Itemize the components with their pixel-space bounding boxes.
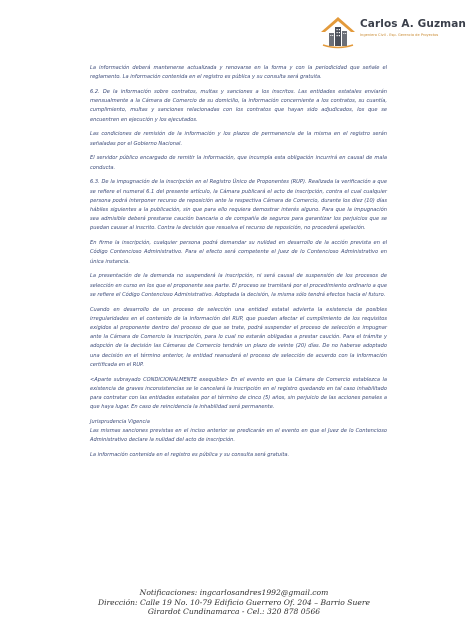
page-footer <box>40 588 428 617</box>
company-name: Carlos A. Guzman <box>360 18 466 30</box>
paragraph: La información deberá mantenerse actualizada y renovarse en la forma y con la periodicidad que señale el reglamento. La información contenida en el registro es pública y su consulta será gratuita. <box>90 65 387 81</box>
paragraph: Las condiciones de remisión de la información y los plazos de permanencia de la misma en el registro serán señaladas por el Gobierno Nacional. <box>90 131 387 147</box>
company-logo <box>318 12 466 52</box>
paragraph: La información contenida en el registro es pública y su consulta será gratuita. <box>90 452 290 459</box>
document-body <box>90 64 387 466</box>
house-buildings-logo-icon <box>318 12 358 52</box>
paragraph: Las mismas sanciones previstas en el inciso anterior se predicarán en el evento en que el Juez de lo Contencioso Administrativo declare la nulidad del acto de inscripción. <box>90 428 387 444</box>
footer-notifications: Notificaciones: ingcarlosandres1992@gmail.com <box>139 588 329 597</box>
paragraph: En firme la inscripción, cualquier persona podrá demandar su nulidad en desarrollo de la acción prevista en el Código Contencioso Administrativo. Para el efecto será competente el Juez de lo Contencioso Administrativo en única instancia. <box>90 240 387 265</box>
company-tagline: Ingeniero Civil - Esp. Gerencia de Proyectos <box>360 33 439 37</box>
paragraph: La presentación de la demanda no suspenderá la inscripción, ni será causal de suspensión de los procesos de selección en curso en los que el proponente sea parte. El proceso se tramitará por el procedimiento ordinario a que se refiere el Código Contencioso Administrativo. Adoptada la decisión, la misma sólo tendrá efectos hacia el futuro. <box>90 273 387 298</box>
footer-address: Dirección: Calle 19 No. 10-79 Edificio Guerrero Of. 204 – Barrio Suere <box>98 597 370 607</box>
section-heading: Jurisprudencia Vigencia <box>90 419 150 426</box>
paragraph: <Aparte subrayado CONDICIONALMENTE exequible> En el evento en que la Cámara de Comercio establezca la existencia de graves inconsistencias se le cancelará la inscripción en el registro quedando en tal caso inhabilitado para contratar con las entidades estatales por el término de cinco (5) años, sin perjuicio de las acciones penales a que haya lugar. En caso de reincidencia la inhabilidad será permanente. <box>90 376 387 411</box>
paragraph: 6.3. De la impugnación de la inscripción en el Registro Único de Proponentes (RUP). Realizada la verificación a que se refiere el numeral 6.1 del presente artículo, la Cámara publicará el acto de inscripción, contra el cual cualquier persona podrá interponer recurso de reposición ante la respectiva Cámara de Comercio, durante los diez (10) días hábiles siguientes a la publicación, sin que para ello requiera demostrar interés alguno. Para que la impugnación sea admisible deberá prestarse caución bancaria o de compañía de seguros para garantizar los perjuicios que se puedan causar al inscrito. Contra la decisión que resuelva el recurso de reposición, no procederá apelación. <box>90 179 387 232</box>
paragraph: El servidor público encargado de remitir la información, que incumpla esta obligación incurrirá en causal de mala conducta. <box>90 155 387 171</box>
footer-city-phone: Girardot Cundinamarca - Cel.: 320 878 0566 <box>147 607 321 617</box>
paragraph: 6.2. De la información sobre contratos, multas y sanciones a los inscritos. Las entidades estatales enviarán mensualmente a la Cámara de Comercio de su domicilio, la información concerniente a los contratos, su cuantía, cumplimiento, multas y sanciones relacionadas con los contratos que hayan sido adjudicados, los que se encuentren en ejecución y los ejecutados. <box>90 89 387 123</box>
paragraph: Cuando en desarrollo de un proceso de selección una entidad estatal advierta la existencia de posibles irregularidades en el contenido de la información del RUP, que puedan afectar el cumplimiento de los requisitos exigidos al proponente dentro del proceso de que se trate, podrá suspender el proceso de selección e impugnar ante la Cámara de Comercio la inscripción, para lo cual no estarán obligadas a prestar caución. Para el trámite y adopción de la decisión las Cámaras de Comercio tendrán un plazo de veinte (20) días. De no haberse adoptado una decisión en el término anterior, la entidad reanudará el proceso de selección de acuerdo con la información certificada en el RUP. <box>90 306 387 368</box>
